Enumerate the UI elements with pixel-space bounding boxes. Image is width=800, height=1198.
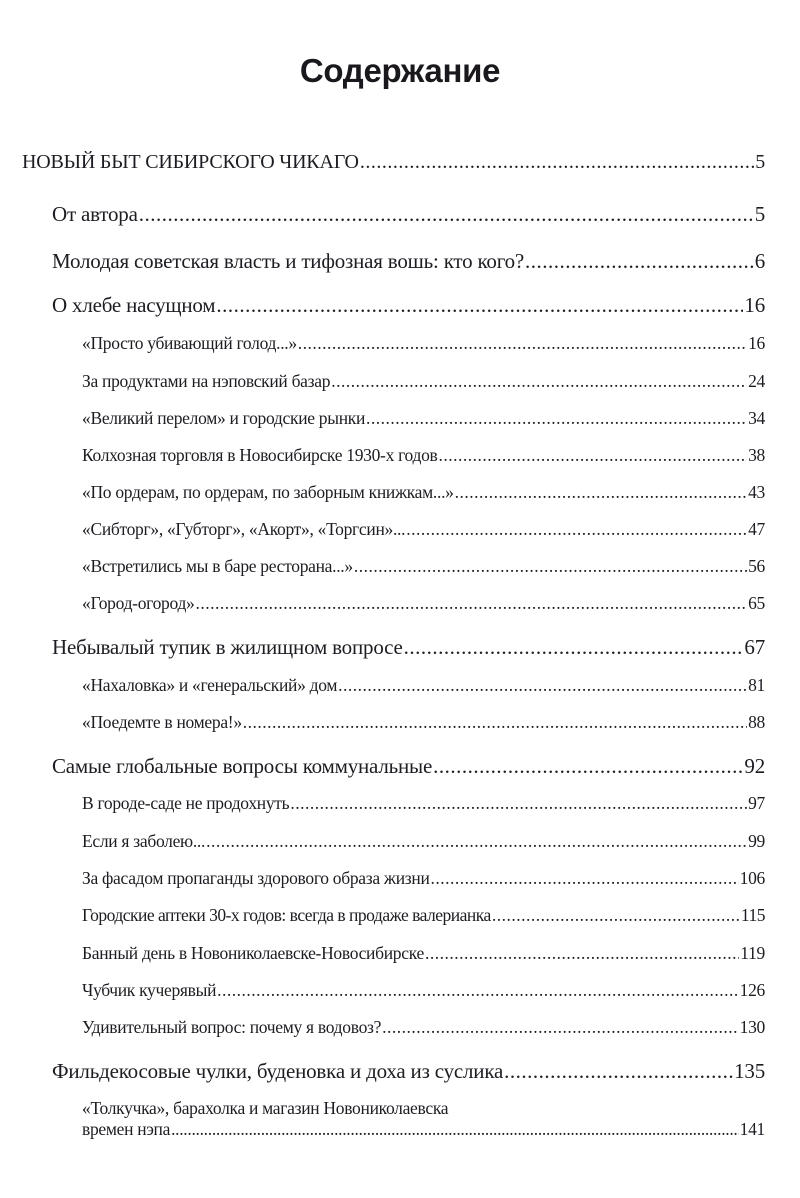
toc-entry-line2 bbox=[82, 1119, 765, 1140]
toc-leader-dots bbox=[525, 249, 754, 274]
toc-leader-dots bbox=[492, 905, 740, 926]
toc-entry-label: Банный день в Новониколаевске-Новосибирске bbox=[82, 943, 424, 963]
toc-entry-label: От автора bbox=[52, 202, 138, 226]
toc-entry-page: 16 bbox=[748, 333, 765, 353]
toc-entry-page: 92 bbox=[744, 754, 765, 778]
toc-entry-page: 38 bbox=[748, 445, 765, 465]
toc-leader-dots bbox=[216, 293, 743, 318]
toc-subentry[interactable] bbox=[82, 519, 765, 540]
toc-subentry[interactable] bbox=[82, 712, 765, 733]
toc-entry-label: «Сибторг», «Губторг», «Акорт», «Торгсин»... bbox=[82, 519, 406, 539]
toc-leader-dots bbox=[206, 831, 747, 852]
toc-entry-part[interactable] bbox=[22, 151, 765, 174]
page-title: Содержание bbox=[299, 52, 501, 89]
toc-entry-page: 6 bbox=[754, 249, 765, 273]
toc-entry-label: «Великий перелом» и городские рынки bbox=[82, 408, 366, 428]
toc-entry-label: Колхозная торговля в Новосибирске 1930-х годов bbox=[82, 445, 438, 465]
toc-leader-dots bbox=[217, 980, 739, 1001]
toc-entry-label: За фасадом пропаганды здорового образа жизни bbox=[82, 868, 430, 888]
toc-entry-label: Фильдекосовые чулки, буденовка и доха из суслика bbox=[52, 1059, 504, 1083]
toc-leader-dots bbox=[406, 519, 747, 540]
toc-leader-dots bbox=[360, 151, 754, 174]
toc-entry-label: В городе-саде не продохнуть bbox=[82, 793, 290, 813]
toc-entry-label: Удивительный вопрос: почему я водовоз? bbox=[82, 1017, 382, 1037]
toc-entry-label: Молодая советская власть и тифозная вошь: кто кого? bbox=[52, 249, 525, 273]
toc-entry-page: 16 bbox=[744, 293, 765, 317]
toc-subentry[interactable] bbox=[82, 980, 765, 1001]
toc-entry-page: 43 bbox=[748, 482, 765, 502]
toc-leader-dots bbox=[433, 754, 743, 779]
toc-leader-dots bbox=[431, 868, 739, 889]
toc-entry-label: Чубчик кучерявый bbox=[82, 980, 217, 1000]
toc-entry-label: Самые глобальные вопросы коммунальные bbox=[52, 754, 433, 778]
toc-leader-dots bbox=[243, 712, 747, 733]
toc-leader-dots bbox=[504, 1059, 733, 1084]
toc-subentry[interactable] bbox=[82, 1017, 765, 1038]
toc-entry[interactable] bbox=[52, 293, 765, 318]
toc-entry-label: Небывалый тупик в жилищном вопросе bbox=[52, 635, 403, 659]
toc-leader-dots bbox=[298, 333, 747, 354]
toc-subentry[interactable] bbox=[82, 675, 765, 696]
toc-leader-dots bbox=[439, 445, 748, 466]
toc-subentry[interactable] bbox=[82, 868, 765, 889]
toc-subentry[interactable] bbox=[82, 943, 765, 964]
toc-entry-label: «Нахаловка» и «генеральский» дом bbox=[82, 675, 338, 695]
toc-leader-dots bbox=[290, 793, 747, 814]
toc-subentry[interactable] bbox=[82, 371, 765, 392]
toc-entry-label-line1: «Толкучка», барахолка и магазин Новониколаевска bbox=[82, 1098, 449, 1118]
toc-entry-page: 88 bbox=[748, 712, 765, 732]
toc-leader-dots bbox=[196, 593, 748, 614]
toc-leader-dots bbox=[338, 675, 747, 696]
toc-entry-page: 5 bbox=[754, 202, 765, 226]
toc-entry-page: 141 bbox=[739, 1119, 765, 1139]
toc-entry-label: За продуктами на нэповский базар bbox=[82, 371, 331, 391]
toc-entry-page: 5 bbox=[755, 151, 765, 173]
toc-subentry[interactable] bbox=[82, 905, 765, 926]
toc-leader-dots bbox=[382, 1017, 739, 1038]
toc-entry-page: 24 bbox=[748, 371, 765, 391]
toc-subentry[interactable] bbox=[82, 482, 765, 503]
toc-leader-dots bbox=[404, 635, 744, 660]
toc-entry-page: 130 bbox=[739, 1017, 765, 1037]
toc-subentry[interactable] bbox=[82, 445, 765, 466]
toc-entry-page: 65 bbox=[748, 593, 765, 613]
toc-subentry[interactable] bbox=[82, 333, 765, 354]
toc-entry-label: Городские аптеки 30-х годов: всегда в продаже валерианка bbox=[82, 905, 491, 925]
toc-entry[interactable] bbox=[52, 635, 765, 660]
toc-entry[interactable] bbox=[52, 249, 765, 274]
toc-entry-label: «По ордерам, по ордерам, по заборным книжкам...» bbox=[82, 482, 454, 502]
toc-subentry-multiline[interactable] bbox=[82, 1098, 765, 1140]
toc-entry-label: «Город-огород» bbox=[82, 593, 195, 613]
toc-entry-page: 67 bbox=[744, 635, 765, 659]
toc-entry-page: 135 bbox=[734, 1059, 765, 1083]
toc-entry-page: 99 bbox=[748, 831, 765, 851]
toc-leader-dots bbox=[139, 202, 754, 227]
toc-leader-dots bbox=[331, 371, 747, 392]
toc-entry-label: «Просто убивающий голод...» bbox=[82, 333, 297, 353]
toc-leader-dots bbox=[455, 482, 748, 503]
toc-entry-label-line2: времен нэпа bbox=[82, 1119, 171, 1139]
toc-entry-label: Если я заболею... bbox=[82, 831, 206, 851]
toc-subentry[interactable] bbox=[82, 793, 765, 814]
toc-entry-label: НОВЫЙ БЫТ СИБИРСКОГО ЧИКАГО bbox=[22, 151, 359, 173]
toc-entry-label: «Встретились мы в баре ресторана...» bbox=[82, 556, 353, 576]
toc-subentry[interactable] bbox=[82, 556, 765, 577]
toc-entry-page: 119 bbox=[740, 943, 765, 963]
toc-entry-page: 106 bbox=[739, 868, 765, 888]
toc-entry-page: 81 bbox=[748, 675, 765, 695]
toc-subentry[interactable] bbox=[82, 593, 765, 614]
toc-entry-page: 56 bbox=[748, 556, 765, 576]
toc-leader-dots bbox=[354, 556, 747, 577]
toc-entry[interactable] bbox=[52, 202, 765, 227]
toc-entry[interactable] bbox=[52, 754, 765, 779]
toc-entry-page: 47 bbox=[748, 519, 765, 539]
toc-entry[interactable] bbox=[52, 1059, 765, 1084]
toc-entry-page: 34 bbox=[748, 408, 765, 428]
toc-subentry[interactable] bbox=[82, 831, 765, 852]
toc-entry-page: 126 bbox=[739, 980, 765, 1000]
toc-entry-page: 115 bbox=[740, 905, 765, 925]
toc-leader-dots bbox=[366, 408, 747, 429]
toc-leader-dots bbox=[425, 943, 739, 964]
toc-subentry[interactable] bbox=[82, 408, 765, 429]
toc-entry-label: «Поедемте в номера!» bbox=[82, 712, 242, 732]
toc-entry-page: 97 bbox=[748, 793, 765, 813]
toc-leader-dots bbox=[171, 1119, 739, 1140]
toc-entry-label: О хлебе насущном bbox=[52, 293, 216, 317]
